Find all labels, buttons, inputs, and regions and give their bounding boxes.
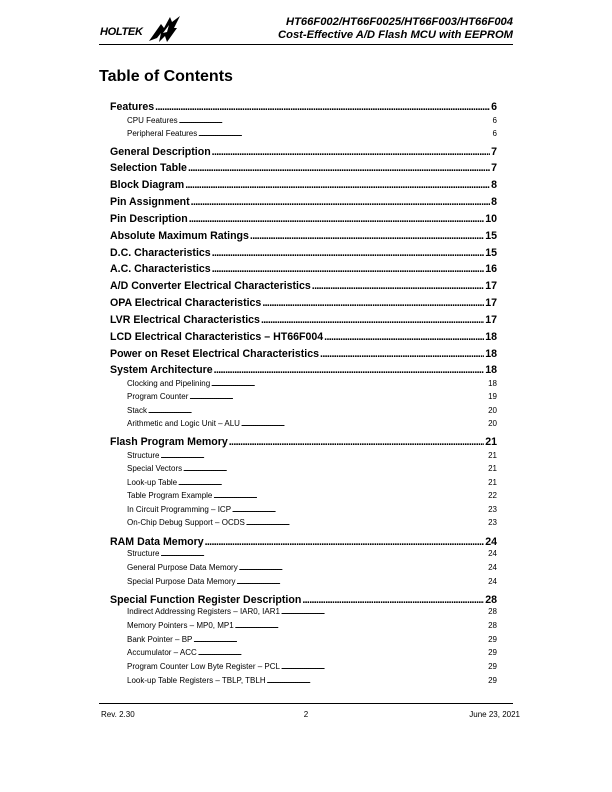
toc-leader-dots: [160, 451, 487, 460]
toc-subsection-entry[interactable]: [110, 505, 497, 514]
toc-section-entry[interactable]: [110, 247, 497, 259]
toc-leader-dots: [189, 392, 487, 401]
toc-leader-dots: [178, 478, 487, 487]
toc-entry-label: LCD Electrical Characteristics – HT66F004: [110, 331, 324, 343]
toc-entry-label: Power on Reset Electrical Characteristics: [110, 348, 320, 360]
toc-entry-label: Special Function Register Description: [110, 594, 302, 606]
toc-entry-page: 23: [488, 505, 497, 514]
toc-entry-label: Structure: [127, 451, 160, 460]
toc-subsection-entry[interactable]: [110, 676, 497, 685]
toc-subsection-entry[interactable]: [110, 563, 497, 572]
toc-leader-dots: [281, 662, 487, 671]
toc-entry-page: 16: [485, 263, 497, 275]
toc-leader-dots: [160, 549, 487, 558]
footer-revision: Rev. 2.30: [101, 710, 135, 719]
toc-entry-label: Bank Pointer – BP: [127, 635, 193, 644]
toc-entry-page: 8: [491, 179, 497, 191]
toc-section-entry[interactable]: [110, 179, 497, 191]
toc-leader-dots: [189, 213, 485, 225]
toc-entry-page: 21: [488, 464, 497, 473]
toc-leader-dots: [211, 379, 487, 388]
toc-subsection-entry[interactable]: [110, 491, 497, 500]
toc-leader-dots: [213, 491, 487, 500]
toc-subsection-entry[interactable]: [110, 451, 497, 460]
toc-entry-label: Table Program Example: [127, 491, 213, 500]
toc-entry-page: 29: [488, 676, 497, 685]
toc-section-entry[interactable]: [110, 101, 497, 113]
toc-entry-label: Features: [110, 101, 155, 113]
toc-entry-label: Block Diagram: [110, 179, 185, 191]
toc-entry-label: Special Purpose Data Memory: [127, 577, 236, 586]
toc-entry-label: Stack: [127, 406, 148, 415]
toc-entry-page: 29: [488, 635, 497, 644]
toc-leader-dots: [229, 436, 484, 448]
toc-entry-label: Memory Pointers – MP0, MP1: [127, 621, 234, 630]
toc-section-entry[interactable]: [110, 162, 497, 174]
toc-leader-dots: [212, 247, 485, 259]
toc-entry-page: 18: [485, 364, 497, 376]
toc-entry-page: 28: [488, 621, 497, 630]
toc-entry-label: Pin Description: [110, 213, 188, 225]
toc-entry-page: 20: [488, 419, 497, 428]
toc-entry-page: 7: [491, 162, 497, 174]
toc-subsection-entry[interactable]: [110, 464, 497, 473]
toc-entry-label: Arithmetic and Logic Unit – ALU: [127, 419, 240, 428]
toc-entry-page: 18: [485, 331, 497, 343]
toc-leader-dots: [198, 129, 491, 138]
toc-leader-dots: [188, 162, 490, 174]
toc-subsection-entry[interactable]: [110, 116, 497, 125]
toc-entry-label: OPA Electrical Characteristics: [110, 297, 262, 309]
toc-entry-page: 29: [488, 648, 497, 657]
toc-leader-dots: [179, 116, 492, 125]
toc-entry-page: 24: [488, 549, 497, 558]
toc-entry-page: 21: [488, 478, 497, 487]
toc-entry-page: 8: [491, 196, 497, 208]
toc-entry-label: Look-up Table: [127, 478, 178, 487]
toc-entry-label: Look-up Table Registers – TBLP, TBLH: [127, 676, 266, 685]
toc-leader-dots: [237, 577, 488, 586]
toc-leader-dots: [191, 196, 490, 208]
toc-section-entry[interactable]: [110, 364, 497, 376]
footer-page-number: 2: [303, 710, 309, 719]
toc-entry-page: 18: [485, 348, 497, 360]
toc-entry-label: General Purpose Data Memory: [127, 563, 238, 572]
toc-entry-label: Clocking and Pipelining: [127, 379, 211, 388]
page-title: Table of Contents: [99, 68, 233, 85]
toc-section-entry[interactable]: [110, 297, 497, 309]
toc-entry-label: D.C. Characteristics: [110, 247, 211, 259]
toc-leader-dots: [193, 635, 487, 644]
toc-entry-label: Flash Program Memory: [110, 436, 228, 448]
toc-leader-dots: [312, 280, 484, 292]
toc-subsection-entry[interactable]: [110, 662, 497, 671]
footer-date: June 23, 2021: [469, 710, 520, 719]
header-titles: [278, 16, 513, 41]
toc-entry-page: 19: [488, 392, 497, 401]
toc-subsection-entry[interactable]: [110, 621, 497, 630]
toc-leader-dots: [198, 648, 487, 657]
toc-entry-label: LVR Electrical Characteristics: [110, 314, 260, 326]
toc-entry-page: 21: [485, 436, 497, 448]
toc-entry-page: 7: [491, 146, 497, 158]
toc-section-entry[interactable]: [110, 196, 497, 208]
toc-entry-page: 17: [485, 280, 497, 292]
toc-entry-label: General Description: [110, 146, 211, 158]
toc-section-entry[interactable]: [110, 146, 497, 158]
toc-leader-dots: [324, 331, 484, 343]
toc-leader-dots: [239, 563, 487, 572]
toc-leader-dots: [155, 101, 490, 113]
toc-section-entry[interactable]: [110, 230, 497, 242]
logo-text: HOLTEK: [100, 26, 143, 38]
toc-entry-page: 24: [485, 536, 497, 548]
toc-leader-dots: [267, 676, 487, 685]
toc-leader-dots: [250, 230, 484, 242]
toc-entry-page: 6: [492, 129, 497, 138]
toc-leader-dots: [148, 406, 487, 415]
toc-entry-page: 18: [488, 379, 497, 388]
toc-entry-label: Accumulator – ACC: [127, 648, 197, 657]
toc-leader-dots: [302, 594, 484, 606]
toc-entry-label: RAM Data Memory: [110, 536, 204, 548]
toc-entry-label: CPU Features: [127, 116, 178, 125]
toc-section-entry[interactable]: [110, 436, 497, 448]
toc-entry-label: Absolute Maximum Ratings: [110, 230, 249, 242]
page-header: [99, 14, 513, 46]
toc-section-entry[interactable]: [110, 213, 497, 225]
toc-subsection-entry[interactable]: [110, 419, 497, 428]
toc-entry-page: 21: [488, 451, 497, 460]
toc-leader-dots: [205, 536, 485, 548]
toc-leader-dots: [261, 314, 484, 326]
toc-subsection-entry[interactable]: [110, 392, 497, 401]
toc-entry-page: 24: [488, 577, 497, 586]
toc-leader-dots: [212, 146, 490, 158]
toc-entry-label: Program Counter: [127, 392, 189, 401]
holtek-logo-mark-icon: [147, 14, 185, 44]
toc-leader-dots: [232, 505, 487, 514]
toc-subsection-entry[interactable]: [110, 648, 497, 657]
toc-entry-page: 24: [488, 563, 497, 572]
toc-leader-dots: [262, 297, 484, 309]
toc-entry-page: 6: [491, 101, 497, 113]
toc-entry-page: 15: [485, 230, 497, 242]
toc-entry-label: Indirect Addressing Registers – IAR0, IAR1: [127, 607, 280, 616]
toc-entry-page: 17: [485, 314, 497, 326]
toc-section-entry[interactable]: [110, 263, 497, 275]
header-title-description: Cost-Effective A/D Flash MCU with EEPROM: [278, 28, 513, 41]
toc-section-entry[interactable]: [110, 594, 497, 606]
toc-subsection-entry[interactable]: [110, 478, 497, 487]
toc-entry-label: Selection Table: [110, 162, 187, 174]
toc-section-entry[interactable]: [110, 314, 497, 326]
toc-subsection-entry[interactable]: [110, 518, 497, 527]
toc-entry-page: 6: [492, 116, 497, 125]
toc-section-entry[interactable]: [110, 280, 497, 292]
toc-leader-dots: [235, 621, 487, 630]
toc-entry-label: In Circuit Programming – ICP: [127, 505, 232, 514]
toc-entry-label: On-Chip Debug Support – OCDS: [127, 518, 245, 527]
toc-entry-label: Peripheral Features: [127, 129, 198, 138]
toc-subsection-entry[interactable]: [110, 379, 497, 388]
toc-entry-label: A.C. Characteristics: [110, 263, 211, 275]
toc-entry-page: 17: [485, 297, 497, 309]
toc-entry-label: Pin Assignment: [110, 196, 190, 208]
toc-leader-dots: [183, 464, 487, 473]
toc-leader-dots: [185, 179, 490, 191]
toc-entry-page: 20: [488, 406, 497, 415]
footer-rule: [99, 703, 513, 704]
toc-entry-page: 10: [485, 213, 497, 225]
toc-entry-page: 23: [488, 518, 497, 527]
toc-leader-dots: [320, 348, 484, 360]
toc-subsection-entry[interactable]: [110, 577, 497, 586]
toc-entry-label: System Architecture: [110, 364, 213, 376]
toc-leader-dots: [212, 263, 485, 275]
toc-subsection-entry[interactable]: [110, 607, 497, 616]
toc-subsection-entry[interactable]: [110, 635, 497, 644]
toc-entry-page: 29: [488, 662, 497, 671]
toc-entry-label: Structure: [127, 549, 160, 558]
toc-entry-page: 22: [488, 491, 497, 500]
header-rule: [99, 44, 513, 45]
toc-entry-page: 28: [485, 594, 497, 606]
toc-leader-dots: [281, 607, 487, 616]
toc-section-entry[interactable]: [110, 331, 497, 343]
toc-section-entry[interactable]: [110, 536, 497, 548]
header-title-products: HT66F002/HT66F0025/HT66F003/HT66F004: [286, 16, 513, 28]
toc-entry-label: A/D Converter Electrical Characteristics: [110, 280, 311, 292]
toc-section-entry[interactable]: [110, 348, 497, 360]
toc-subsection-entry[interactable]: [110, 406, 497, 415]
toc-entry-label: Program Counter Low Byte Register – PCL: [127, 662, 280, 671]
toc-entry-page: 15: [485, 247, 497, 259]
toc-subsection-entry[interactable]: [110, 129, 497, 138]
toc-leader-dots: [246, 518, 487, 527]
holtek-logo: [99, 14, 189, 46]
toc-leader-dots: [214, 364, 485, 376]
toc-subsection-entry[interactable]: [110, 549, 497, 558]
toc-entry-page: 28: [488, 607, 497, 616]
toc-entry-label: Special Vectors: [127, 464, 183, 473]
toc-leader-dots: [241, 419, 487, 428]
